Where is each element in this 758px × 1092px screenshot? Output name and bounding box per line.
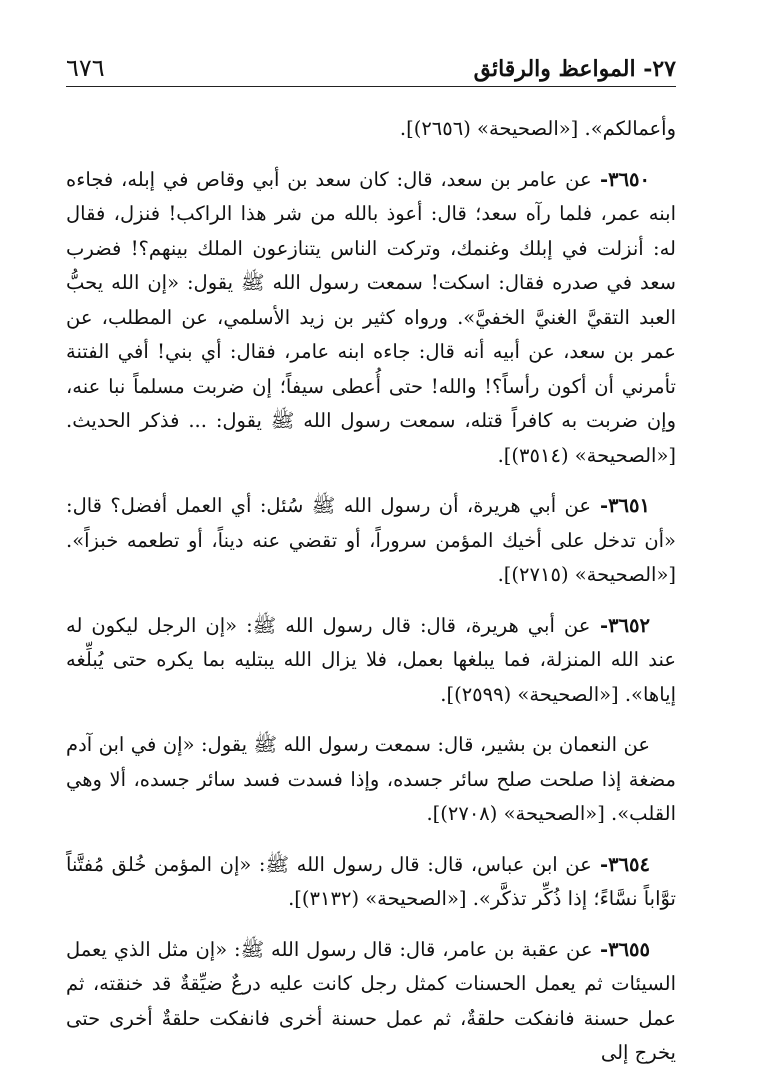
hadith-text: عن النعمان بن بشير، قال: سمعت رسول الله ﷺ يقول: «إن في ابن آدم مضغة إذا صلحت صلح سائر جسده، وإذا فسدت فسد سائر جسده، ألا وهي القلب». [«الصحيحة» (٢٧٠٨)]. [66, 733, 676, 825]
hadith-3651 [66, 489, 676, 593]
hadith-3654 [66, 848, 676, 917]
paragraph-continuation [66, 112, 676, 147]
hadith-3655 [66, 933, 676, 1071]
page-header [66, 40, 676, 82]
hadith-3652 [66, 609, 676, 713]
hadith-text: عن أبي هريرة، قال: قال رسول الله ﷺ: «إن الرجل ليكون له عند الله المنزلة، فما يبلغها بعمل، فلا يزال الله يبتليه بما يكره حتى يُبلِّغه إياها». [«الصحيحة» (٢٥٩٩)]. [66, 613, 676, 706]
hadith-nu-man [66, 728, 676, 832]
hadith-text: عن عقبة بن عامر، قال: قال رسول الله ﷺ: «إن مثل الذي يعمل السيئات ثم يعمل الحسنات كمثل رجل كانت عليه درعٌ ضيِّقةٌ قد خنقته، ثم عمل حسنة فانفكت حلقةٌ، ثم عمل حسنة أخرى فانفكت حلقةٌ أخرى حتى يخرج إلى [66, 937, 676, 1064]
chapter-title: ٢٧- المواعظ والرقائق [473, 56, 676, 82]
hadith-number: ٣٦٥٠- [591, 167, 650, 191]
paragraph-text: وأعمالكم». [«الصحيحة» (٢٦٥٦)]. [399, 117, 676, 140]
page-body [66, 112, 676, 1071]
hadith-number: ٣٦٥١- [591, 494, 650, 517]
hadith-3650 [66, 163, 676, 474]
hadith-text: عن ابن عباس، قال: قال رسول الله ﷺ: «إن المؤمن خُلق مُفتَّناً توَّاباً نسَّاءً؛ إذا ذُكِّر تذكَّر». [«الصحيحة» (٣١٣٢)]. [66, 852, 676, 910]
header-rule [66, 86, 676, 87]
hadith-number: ٣٦٥٥- [592, 937, 650, 961]
hadith-text: عن عامر بن سعد، قال: كان سعد بن أبي وقاص في إبله، فجاءه ابنه عمر، فلما رآه سعد؛ قال: أعوذ بالله من شر هذا الراكب! فنزل، فقال له: أنزلت في إبلك وغنمك، وتركت الناس يتنازعون الملك بينهم؟! فضرب سعد في صدره فقال: اسكت! سمعت رسول الله ﷺ يقول: «إن الله يحبُّ العبد التقيَّ الغنيَّ الخفيَّ». ورواه كثير بن زيد الأسلمي، عن المطلب، عن عمر بن سعد، عن أبيه أنه قال: جاءه ابنه عامر، فقال: أي بني! أفي الفتنة تأمرني أن أكون رأساً؟! والله! حتى أُعطى سيفاً؛ إن ضربت مسلماً نبا عنه، وإن ضربت به كافراً قتله، سمعت رسول الله ﷺ يقول: ... فذكر الحديث. [«الصحيحة» (٣٥١٤)]. [66, 167, 676, 467]
hadith-number: ٣٦٥٢- [590, 613, 650, 637]
hadith-text: عن أبي هريرة، أن رسول الله ﷺ سُئل: أي العمل أفضل؟ قال: «أن تدخل على أخيك المؤمن سروراً، أو تقضي عنه ديناً، أو تطعمه خبزاً». [«الصحيحة» (٢٧١٥)]. [66, 494, 676, 586]
hadith-number: ٣٦٥٤- [591, 852, 650, 876]
page-number: ٦٧٦ [66, 54, 105, 82]
